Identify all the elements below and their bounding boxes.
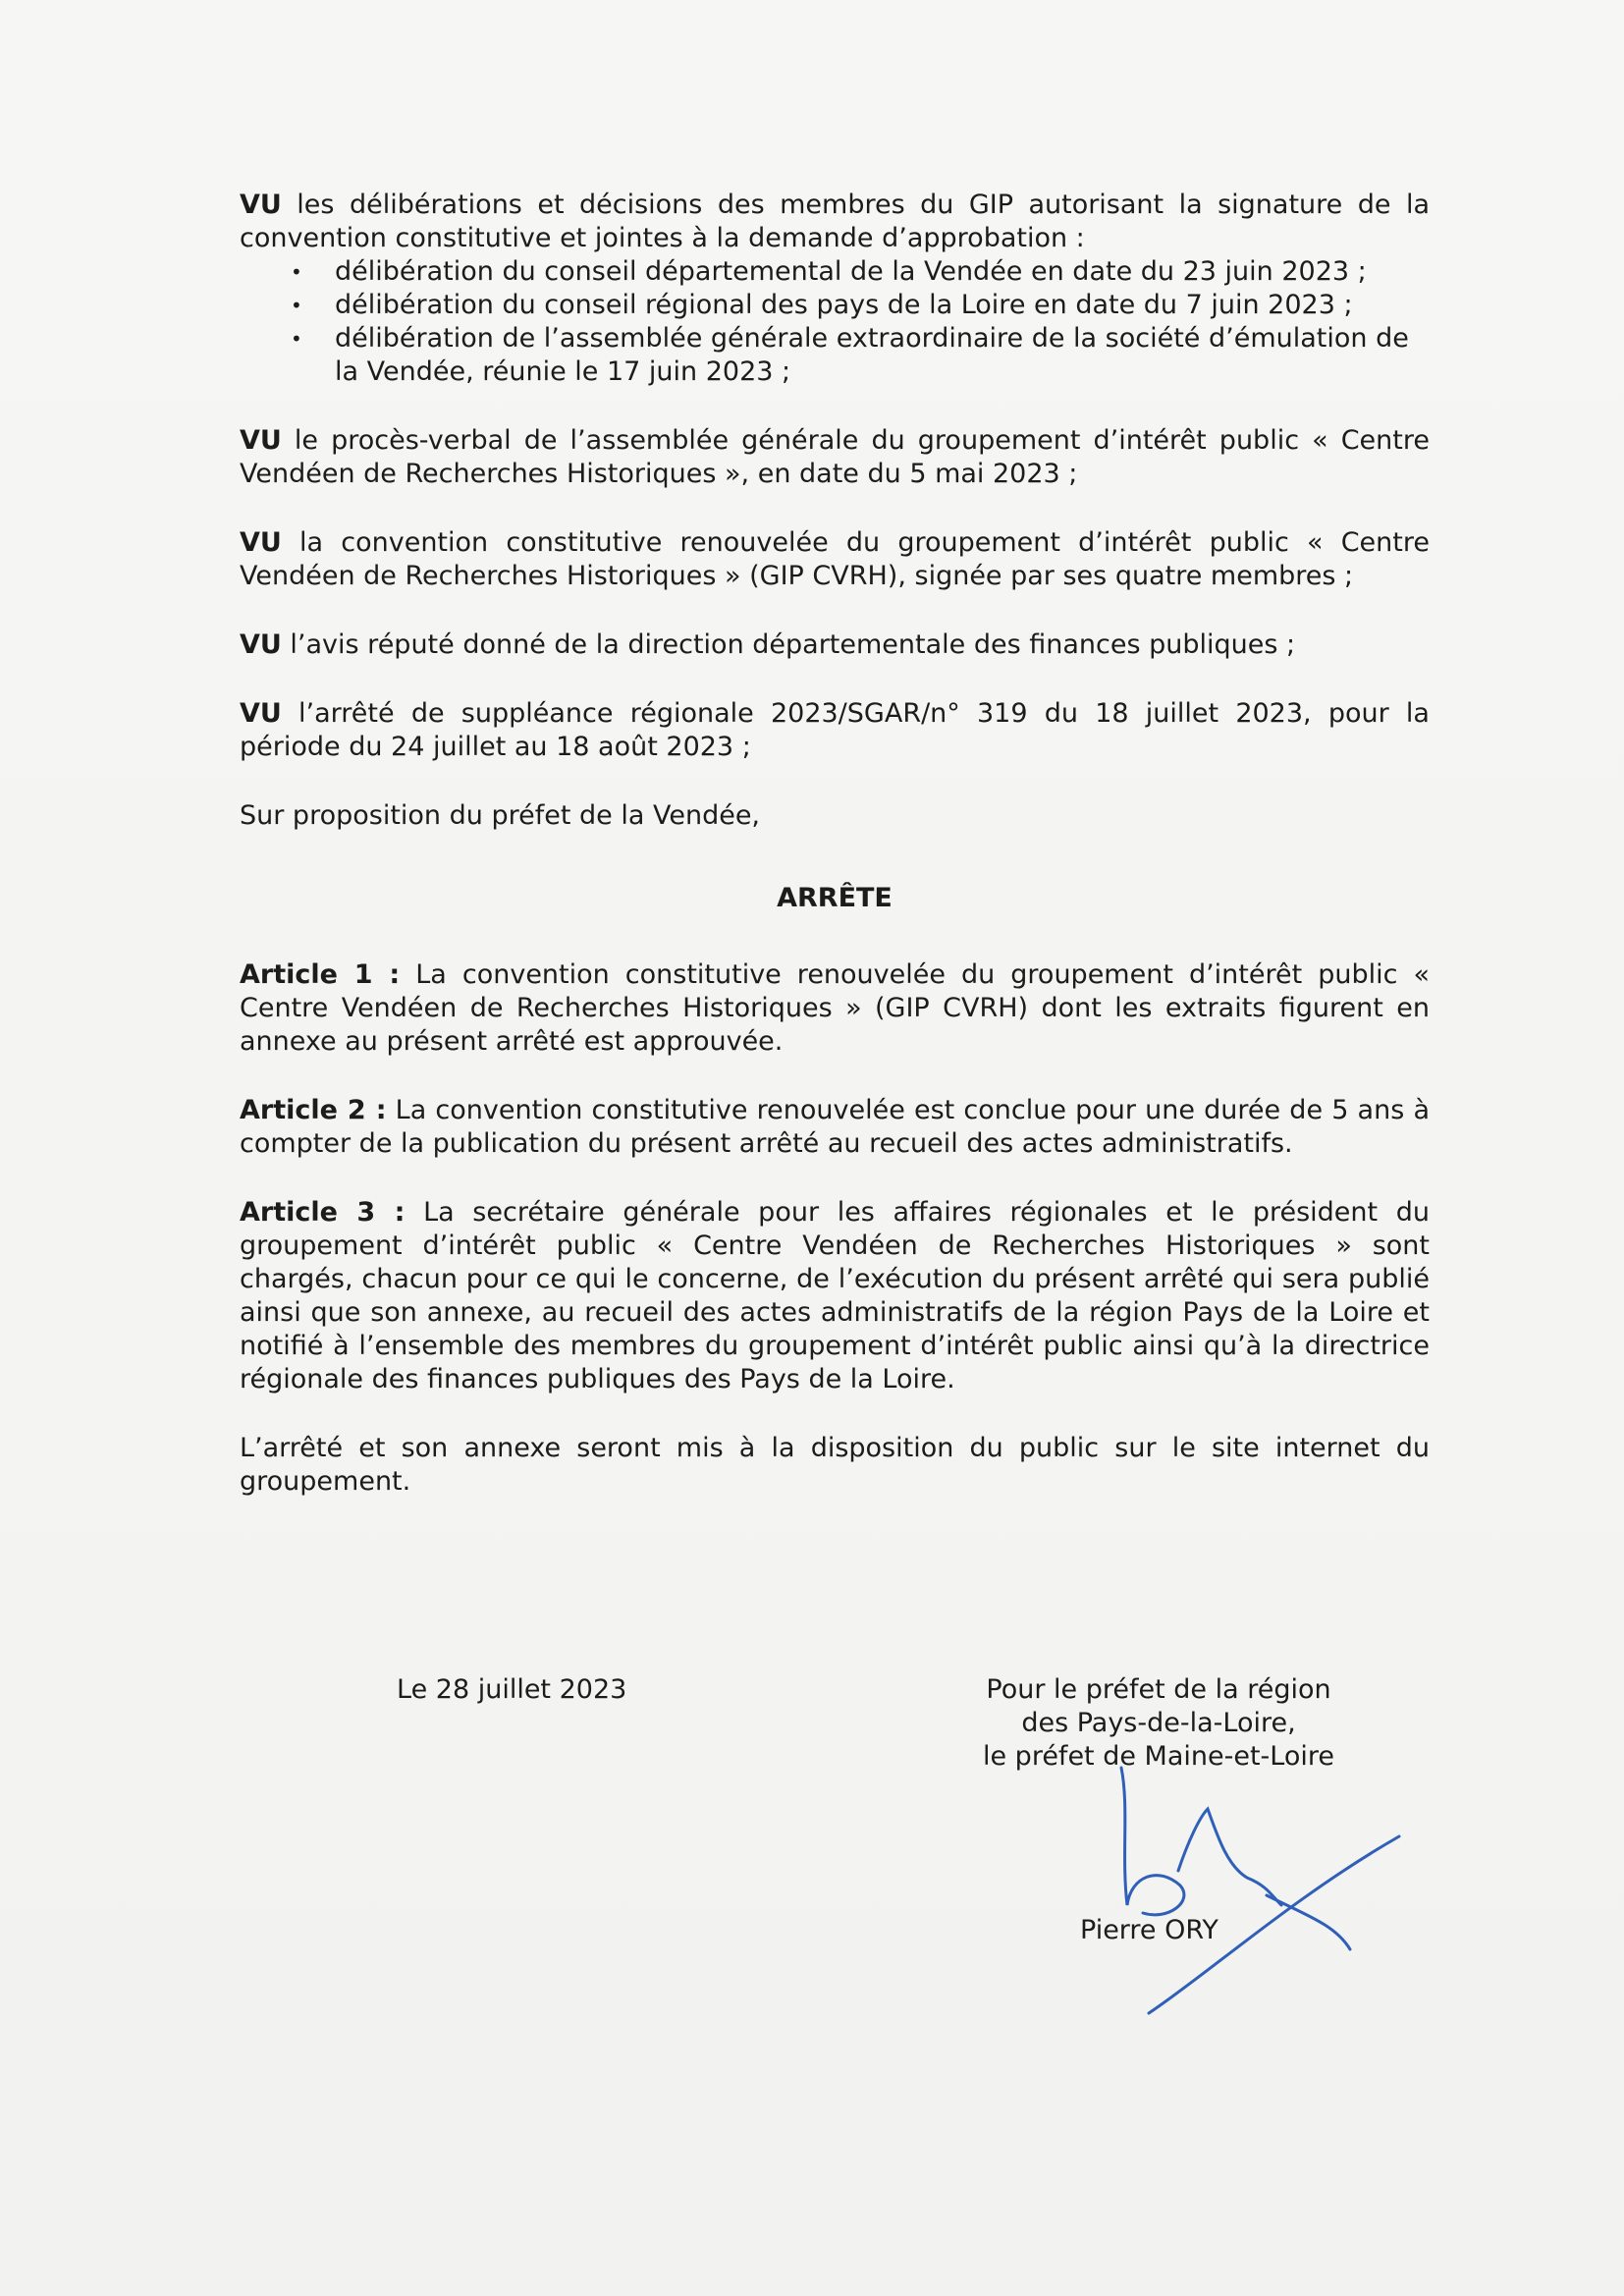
vu-keyword: VU xyxy=(240,698,282,729)
article-label: Article 1 : xyxy=(240,959,401,990)
article-2 xyxy=(240,1094,1430,1161)
vu-keyword: VU xyxy=(240,190,282,220)
vu-avis xyxy=(240,629,1430,662)
decision-title: ARRÊTE xyxy=(777,883,893,913)
vu-deliberations xyxy=(240,189,1430,255)
signature-date: Le 28 juillet 2023 xyxy=(397,1674,627,1705)
list-item: • délibération du conseil régional des pays de la Loire en date du 7 juin 2023 ; xyxy=(291,289,1430,322)
closing-paragraph: L’arrêté et son annexe seront mis à la disposition du public sur le site internet du groupement. xyxy=(240,1433,1430,1497)
signatory-name: Pierre ORY xyxy=(1080,1915,1218,1945)
vu-text: l’avis réputé donné de la direction départementale des finances publiques ; xyxy=(290,629,1296,660)
vu-keyword: VU xyxy=(240,629,282,660)
vu-text: l’arrêté de suppléance régionale 2023/SGAR/n° 319 du 18 juillet 2023, pour la période du 24 juillet au 18 août 2023 ; xyxy=(240,698,1430,762)
vu-text: le procès-verbal de l’assemblée générale du groupement d’intérêt public « Centre Vendéen de Recherches Historiques », en date du 5 mai 2023 ; xyxy=(240,425,1430,489)
vu-convention xyxy=(240,526,1430,593)
article-3 xyxy=(240,1196,1430,1396)
article-1 xyxy=(240,958,1430,1059)
vu-keyword: VU xyxy=(240,527,282,558)
document-body xyxy=(240,189,1430,1499)
article-label: Article 3 : xyxy=(240,1197,406,1228)
list-item: • délibération de l’assemblée générale extraordinaire de la société d’émulation de la Vendée, réunie le 17 juin 2023 ; xyxy=(291,322,1430,389)
proposition-line: Sur proposition du préfet de la Vendée, xyxy=(240,800,761,831)
vu-text: la convention constitutive renouvelée du groupement d’intérêt public « Centre Vendéen de Recherches Historiques » (GIP CVRH), signée par ses quatre membres ; xyxy=(240,527,1430,591)
vu-proces-verbal xyxy=(240,424,1430,491)
article-text: La secrétaire générale pour les affaires régionales et le président du groupement d’intérêt public « Centre Vendéen de Recherches Historiques » sont chargés, chacun pour ce qui le concerne, de l’exécution du présent arrêté qui sera publié ainsi que son annexe, au recueil des actes administratifs de la région Pays de la Loire et notifié à l’ensemble des membres du groupement d’intérêt public ainsi qu’à la directrice régionale des finances publiques des Pays de la Loire. xyxy=(240,1197,1430,1394)
vu-text: les délibérations et décisions des membres du GIP autorisant la signature de la convention constitutive et jointes à la demande d’approbation : xyxy=(240,190,1430,253)
authority-line: le préfet de Maine-et-Loire xyxy=(982,1741,1335,1772)
authority-line: des Pays-de-la-Loire, xyxy=(1021,1708,1296,1738)
article-text: La convention constitutive renouvelée est conclue pour une durée de 5 ans à compter de la publication du présent arrêté au recueil des actes administratifs. xyxy=(240,1095,1430,1159)
article-text: La convention constitutive renouvelée du groupement d’intérêt public « Centre Vendéen de Recherches Historiques » (GIP CVRH) dont les extraits figurent en annexe au présent arrêté est approuvée. xyxy=(240,959,1430,1057)
authority-line: Pour le préfet de la région xyxy=(986,1674,1331,1705)
article-label: Article 2 : xyxy=(240,1095,387,1125)
deliberation-list xyxy=(240,255,1430,389)
list-item: • délibération du conseil départemental de la Vendée en date du 23 juin 2023 ; xyxy=(291,255,1430,289)
vu-suppleance xyxy=(240,697,1430,764)
vu-keyword: VU xyxy=(240,425,282,456)
handwritten-signature xyxy=(1100,1748,1414,2023)
